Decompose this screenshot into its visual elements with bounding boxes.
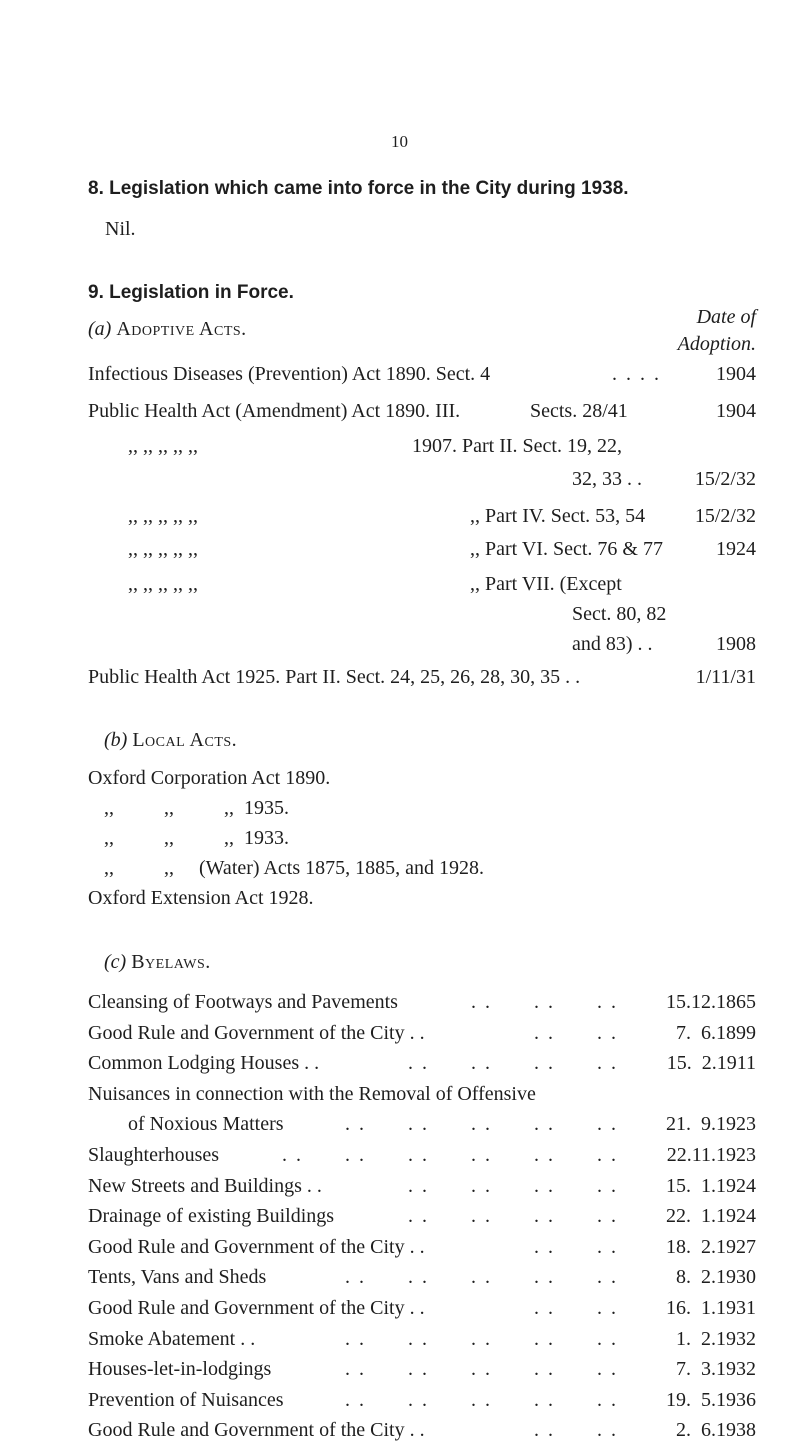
byelaw-leader: . . . . . . . . . .: [345, 1266, 618, 1288]
adoptive-row-5-text: ,, Part IV. Sect. 53, 54: [470, 505, 646, 527]
byelaw-date: 15. 1.1924: [666, 1175, 756, 1197]
byelaw-leader: . . . . . .: [471, 991, 618, 1013]
byelaw-leader: . . . . . . . . . .: [345, 1328, 618, 1350]
byelaw-leader: . . . . . . . . . .: [345, 1113, 618, 1135]
adoptive-row-10-text: Public Health Act 1925. Part II. Sect. 24, 25, 26, 28, 30, 35 . .: [88, 666, 581, 688]
byelaw-date: 7. 6.1899: [676, 1022, 756, 1044]
byelaw-leader: . . . .: [534, 1022, 618, 1044]
byelaw-leader: . . . .: [534, 1236, 618, 1258]
adoptive-row-1-text: Infectious Diseases (Prevention) Act 1890. Sect. 4: [88, 363, 491, 385]
local-acts-title: [104, 730, 237, 750]
adoptive-row-9-text: and 83) . .: [572, 633, 653, 655]
adoptive-acts-label: (a): [88, 318, 112, 340]
adoptive-row-3-text: 1907. Part II. Sect. 19, 22,: [412, 435, 622, 457]
local-act-4: ,, ,, (Water) Acts 1875, 1885, and 1928.: [104, 857, 484, 879]
adoptive-acts-text: Adoptive Acts.: [116, 318, 247, 340]
section-8-body: Nil.: [105, 218, 136, 240]
byelaw-date: 21. 9.1923: [666, 1113, 756, 1135]
byelaw-leader: . . . . . . . .: [408, 1175, 618, 1197]
local-act-1: Oxford Corporation Act 1890.: [88, 767, 331, 789]
byelaws-label: (c): [104, 951, 127, 973]
byelaw-name: Good Rule and Government of the City . .: [88, 1297, 425, 1319]
byelaw-leader: . . . . . . . . . .: [345, 1389, 618, 1411]
byelaw-leader: . . . . . . . .: [408, 1052, 618, 1074]
adoptive-row-7-ditto: ,, ,, ,, ,, ,,: [128, 573, 198, 595]
byelaw-name: Houses-let-in-lodgings: [88, 1358, 272, 1380]
byelaw-name: Prevention of Nuisances: [88, 1389, 284, 1411]
byelaw-date: 7. 3.1932: [676, 1358, 756, 1380]
byelaw-name: Slaughterhouses: [88, 1144, 220, 1166]
byelaw-name: Good Rule and Government of the City . .: [88, 1236, 425, 1258]
byelaw-date: 19. 5.1936: [666, 1389, 756, 1411]
byelaw-date: 22. 1.1924: [666, 1205, 756, 1227]
byelaw-name: Drainage of existing Buildings: [88, 1205, 335, 1227]
local-act-3: ,, ,, ,, 1933.: [104, 827, 289, 849]
adoptive-row-2-text: Public Health Act (Amendment) Act 1890. III.: [88, 400, 461, 422]
byelaw-name: Tents, Vans and Sheds: [88, 1266, 267, 1288]
date-of-header: Date of: [696, 306, 756, 328]
local-act-5: Oxford Extension Act 1928.: [88, 887, 314, 909]
byelaw-name: Good Rule and Government of the City . .: [88, 1419, 425, 1441]
byelaw-name: New Streets and Buildings . .: [88, 1175, 322, 1197]
adoptive-row-2-sects: Sects. 28/41: [530, 400, 628, 422]
adoptive-row-6-ditto: ,, ,, ,, ,, ,,: [128, 538, 198, 560]
byelaw-leader: . . . .: [534, 1297, 618, 1319]
adoptive-row-7-text: ,, Part VII. (Except: [470, 573, 622, 595]
byelaw-date: 1. 2.1932: [676, 1328, 756, 1350]
adoptive-acts-title: [88, 319, 247, 339]
page-number: 10: [391, 132, 408, 151]
adoptive-row-1-date: 1904: [716, 363, 756, 385]
byelaw-name: of Noxious Matters: [128, 1113, 284, 1135]
byelaw-date: 15. 2.1911: [666, 1052, 756, 1074]
byelaw-date: 8. 2.1930: [676, 1266, 756, 1288]
adoptive-row-6-text: ,, Part VI. Sect. 76 & 77: [470, 538, 663, 560]
byelaws-title: [104, 952, 211, 972]
adoptive-row-4-text: 32, 33 . .: [572, 468, 642, 490]
adoptive-row-5-ditto: ,, ,, ,, ,, ,,: [128, 505, 198, 527]
byelaw-date: 2. 6.1938: [676, 1419, 756, 1441]
adoptive-row-4-date: 15/2/32: [694, 468, 756, 490]
section-8-heading: 8. Legislation which came into force in the City during 1938.: [88, 178, 629, 199]
byelaw-date: 18. 2.1927: [666, 1236, 756, 1258]
byelaw-name: Smoke Abatement . .: [88, 1328, 256, 1350]
adoptive-row-3-ditto: ,, ,, ,, ,, ,,: [128, 435, 198, 457]
section-9-heading: 9. Legislation in Force.: [88, 282, 294, 303]
byelaw-name: Cleansing of Footways and Pavements: [88, 991, 398, 1013]
adoptive-row-9-date: 1908: [716, 633, 756, 655]
adoptive-row-5-date: 15/2/32: [694, 505, 756, 527]
byelaw-date: 15.12.1865: [666, 991, 756, 1013]
local-act-2: ,, ,, ,, 1935.: [104, 797, 289, 819]
local-acts-label: (b): [104, 729, 128, 751]
local-acts-text: Local Acts.: [132, 729, 238, 751]
byelaw-name: Common Lodging Houses . .: [88, 1052, 320, 1074]
byelaw-name: Good Rule and Government of the City . .: [88, 1022, 425, 1044]
byelaw-name: Nuisances in connection with the Removal of Offensive: [88, 1083, 536, 1105]
adoptive-row-1-leader: . . . .: [612, 363, 661, 385]
adoptive-row-6-date: 1924: [716, 538, 756, 560]
byelaw-date: 22.11.1923: [666, 1144, 756, 1166]
adoptive-row-8-text: Sect. 80, 82: [572, 603, 667, 625]
adoption-header: Adoption.: [677, 333, 756, 355]
byelaw-leader: . . . . . . . .: [408, 1205, 618, 1227]
byelaw-leader: . . . .: [534, 1419, 618, 1441]
byelaw-date: 16. 1.1931: [666, 1297, 756, 1319]
byelaw-leader: . . . . . . . . . . . .: [282, 1144, 618, 1166]
byelaw-leader: . . . . . . . . . .: [345, 1358, 618, 1380]
byelaws-text: Byelaws.: [131, 951, 211, 973]
adoptive-row-10-date: 1/11/31: [695, 666, 756, 688]
adoptive-row-2-date: 1904: [716, 400, 756, 422]
